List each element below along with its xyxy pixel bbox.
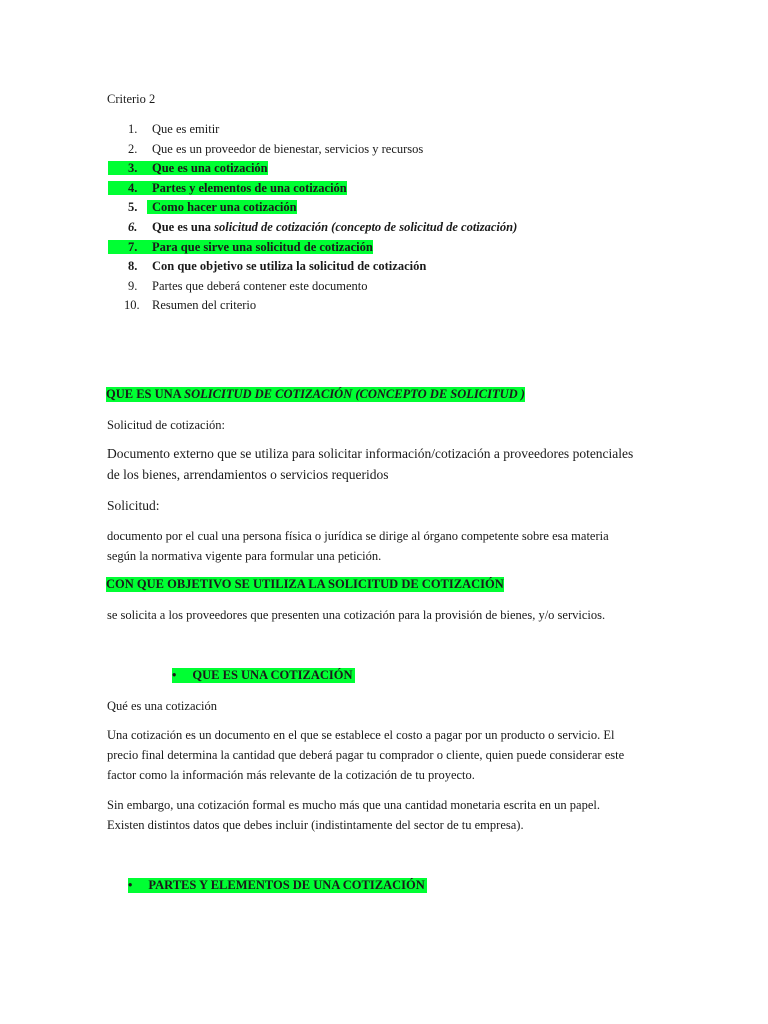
paragraph-line: documento por el cual una persona física o jurídica se dirige al órgano competente sobre esa materia bbox=[107, 529, 609, 543]
list-item: 4. Partes y elementos de una cotización bbox=[108, 179, 517, 199]
list-item: 1. Que es emitir bbox=[128, 122, 220, 136]
section-heading-solicitud: QUE ES UNA SOLICITUD DE COTIZACIÓN (CONCEPTO DE SOLICITUD ) bbox=[106, 387, 525, 401]
list-item: 2. Que es un proveedor de bienestar, servicios y recursos bbox=[128, 141, 424, 156]
list-item: 7. Para que sirve una solicitud de cotización bbox=[108, 238, 517, 258]
section-heading-objetivo: CON QUE OBJETIVO SE UTILIZA LA SOLICITUD DE COTIZACIÓN bbox=[106, 577, 504, 591]
paragraph-line: Documento externo que se utiliza para solicitar información/cotización a proveedores potenciales bbox=[107, 446, 634, 461]
list-item: 5. Como hacer una cotización bbox=[128, 200, 297, 215]
paragraph-line: se solicita a los proveedores que presenten una cotización para la provisión de bienes, y/o servicios. bbox=[107, 608, 606, 622]
section-heading-partes: • PARTES Y ELEMENTOS DE UNA COTIZACIÓN bbox=[128, 878, 425, 892]
list-item: 9. Partes que deberá contener este documento bbox=[128, 278, 368, 293]
paragraph-line: según la normativa vigente para formular una petición. bbox=[107, 549, 382, 563]
section-heading-cotizacion: • QUE ES UNA COTIZACIÓN bbox=[172, 668, 353, 682]
paragraph-line: Sin embargo, una cotización formal es mucho más que una cantidad monetaria escrita en un papel. bbox=[107, 798, 600, 812]
criteria-list bbox=[108, 120, 517, 316]
bullet-icon: • bbox=[172, 668, 177, 682]
label-solicitud: Solicitud: bbox=[107, 498, 160, 513]
list-item: 3. Que es una cotización bbox=[108, 159, 517, 179]
criteria-heading: Criterio 2 bbox=[107, 92, 156, 106]
label-solicitud-cotizacion: Solicitud de cotización: bbox=[107, 418, 226, 432]
bullet-icon: • bbox=[128, 878, 133, 892]
list-item: 6. Que es una solicitud de cotización (concepto de solicitud de cotización) bbox=[128, 219, 518, 234]
paragraph-line: Existen distintos datos que debes incluir (indistintamente del sector de tu empresa). bbox=[107, 818, 524, 832]
paragraph-line: Una cotización es un documento en el que se establece el costo a pagar por un producto o servicio. El bbox=[107, 728, 615, 742]
paragraph-line: precio final determina la cantidad que deberá pagar tu comprador o cliente, quien puede considerar este bbox=[107, 748, 625, 762]
label-que-es-cotizacion: Qué es una cotización bbox=[107, 699, 218, 713]
paragraph-line: de los bienes, arrendamientos o servicios requeridos bbox=[107, 467, 389, 482]
paragraph-line: factor como la información más relevante de la cotización de tu proyecto. bbox=[107, 768, 475, 782]
list-item: 10. Resumen del criterio bbox=[124, 298, 257, 313]
list-item: 8. Con que objetivo se utiliza la solicitud de cotización bbox=[128, 259, 427, 274]
